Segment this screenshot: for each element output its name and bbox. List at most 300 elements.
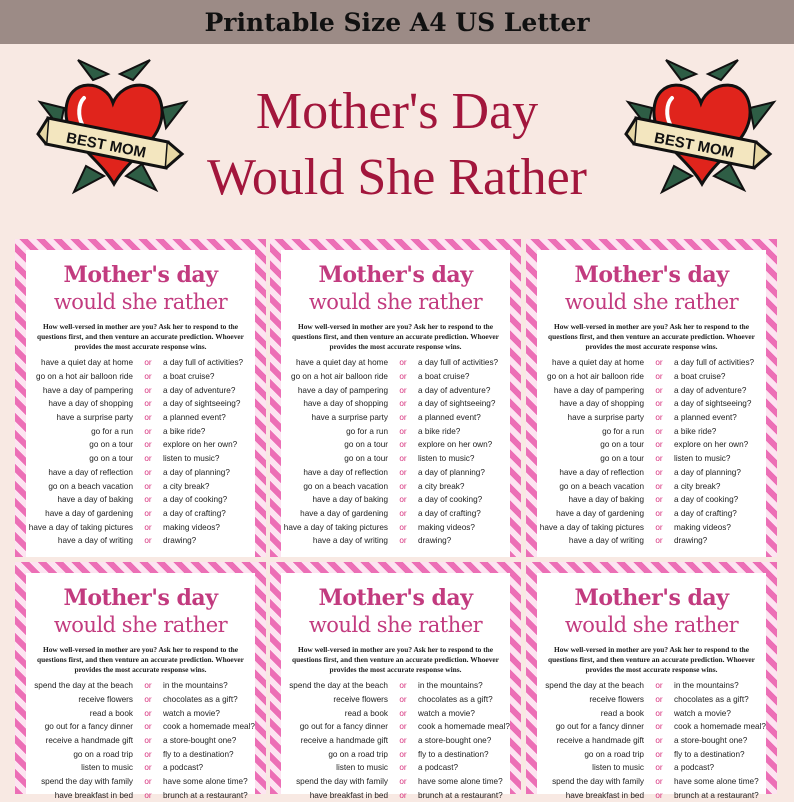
or-label: or [133, 413, 163, 422]
question-row [537, 356, 766, 370]
option-right: a boat cruise? [674, 372, 766, 381]
option-right: a day of sightseeing? [163, 399, 255, 408]
or-label: or [388, 536, 418, 545]
option-right: brunch at a restaurant? [163, 791, 255, 800]
question-row [281, 452, 510, 466]
option-right: explore on her own? [163, 440, 255, 449]
option-left: go on a beach vacation [537, 482, 644, 491]
or-label: or [133, 750, 163, 759]
question-row [281, 397, 510, 411]
option-right: have some alone time? [418, 777, 510, 786]
option-left: receive flowers [537, 695, 644, 704]
or-label: or [644, 427, 674, 436]
option-left: receive a handmade gift [26, 736, 133, 745]
option-left: have a surprise party [26, 413, 133, 422]
option-right: a store-bought one? [674, 736, 766, 745]
question-row [26, 424, 255, 438]
or-label: or [644, 709, 674, 718]
card-intro: How well-versed in mother are you? Ask her to respond to the questions first, and then venture an accurate prediction. Whoever provides the most accurate response wins. [32, 645, 249, 675]
or-label: or [388, 440, 418, 449]
question-row [26, 356, 255, 370]
option-right: a planned event? [163, 413, 255, 422]
option-left: go on a tour [281, 454, 388, 463]
or-label: or [133, 523, 163, 532]
or-label: or [388, 454, 418, 463]
question-row [537, 507, 766, 521]
option-right: a store-bought one? [163, 736, 255, 745]
option-left: have a quiet day at home [26, 358, 133, 367]
option-right: cook a homemade meal? [674, 722, 766, 731]
option-left: have a surprise party [537, 413, 644, 422]
option-left: go on a hot air balloon ride [26, 372, 133, 381]
option-right: a bike ride? [163, 427, 255, 436]
option-right: a day of crafting? [418, 509, 510, 518]
emblem-banner-text: BEST MOM [65, 129, 148, 161]
question-row [281, 507, 510, 521]
question-row [26, 507, 255, 521]
or-label: or [644, 722, 674, 731]
or-label: or [133, 509, 163, 518]
question-row [281, 479, 510, 493]
option-right: have some alone time? [674, 777, 766, 786]
or-label: or [388, 709, 418, 718]
or-label: or [388, 386, 418, 395]
or-label: or [388, 750, 418, 759]
or-label: or [133, 695, 163, 704]
question-row [537, 747, 766, 761]
question-row [537, 479, 766, 493]
option-left: go on a tour [26, 454, 133, 463]
question-row [26, 720, 255, 734]
question-row [537, 734, 766, 748]
question-row [537, 397, 766, 411]
question-row [26, 761, 255, 775]
option-left: read a book [281, 709, 388, 718]
option-left: read a book [537, 709, 644, 718]
or-label: or [388, 482, 418, 491]
option-left: have a day of shopping [26, 399, 133, 408]
or-label: or [133, 681, 163, 690]
question-row [26, 534, 255, 548]
option-left: go on a road trip [537, 750, 644, 759]
question-row [537, 775, 766, 789]
option-right: a day of sightseeing? [674, 399, 766, 408]
question-row [26, 747, 255, 761]
option-left: receive a handmade gift [537, 736, 644, 745]
card-title: Mother's day [281, 585, 510, 611]
option-left: spend the day at the beach [26, 681, 133, 690]
or-label: or [133, 386, 163, 395]
option-right: a podcast? [163, 763, 255, 772]
question-row [281, 438, 510, 452]
question-row [537, 706, 766, 720]
question-row [537, 411, 766, 425]
option-left: go on a tour [537, 454, 644, 463]
or-label: or [133, 482, 163, 491]
or-label: or [133, 736, 163, 745]
option-right: drawing? [674, 536, 766, 545]
question-row [26, 493, 255, 507]
option-right: explore on her own? [418, 440, 510, 449]
option-right: a planned event? [674, 413, 766, 422]
option-left: spend the day at the beach [281, 681, 388, 690]
option-right: brunch at a restaurant? [418, 791, 510, 800]
question-row [281, 734, 510, 748]
question-row [26, 775, 255, 789]
question-row [281, 534, 510, 548]
heart-emblem-right-icon [626, 58, 776, 198]
option-left: listen to music [537, 763, 644, 772]
card-content [281, 573, 510, 794]
option-left: have breakfast in bed [26, 791, 133, 800]
option-right: fly to a destination? [163, 750, 255, 759]
or-label: or [644, 736, 674, 745]
question-row [281, 493, 510, 507]
option-left: have a quiet day at home [537, 358, 644, 367]
option-right: making videos? [418, 523, 510, 532]
option-right: a city break? [163, 482, 255, 491]
option-left: receive a handmade gift [281, 736, 388, 745]
or-label: or [644, 763, 674, 772]
or-label: or [133, 468, 163, 477]
or-label: or [133, 372, 163, 381]
option-right: a day of adventure? [163, 386, 255, 395]
card-intro: How well-versed in mother are you? Ask her to respond to the questions first, and then venture an accurate prediction. Whoever provides the most accurate response wins. [543, 645, 760, 675]
question-row [537, 679, 766, 693]
or-label: or [644, 399, 674, 408]
option-left: go out for a fancy dinner [281, 722, 388, 731]
question-row [537, 789, 766, 802]
or-label: or [644, 750, 674, 759]
card-content [537, 250, 766, 557]
option-right: brunch at a restaurant? [674, 791, 766, 800]
option-left: have breakfast in bed [281, 791, 388, 800]
option-left: receive flowers [26, 695, 133, 704]
option-left: spend the day with family [537, 777, 644, 786]
option-left: spend the day at the beach [537, 681, 644, 690]
option-right: watch a movie? [418, 709, 510, 718]
option-right: a city break? [418, 482, 510, 491]
option-left: have a day of writing [26, 536, 133, 545]
question-row [281, 706, 510, 720]
or-label: or [388, 722, 418, 731]
banner-text: Printable Size A4 US Letter [204, 8, 589, 37]
option-left: have a day of pampering [26, 386, 133, 395]
option-right: drawing? [163, 536, 255, 545]
question-row [281, 411, 510, 425]
option-left: have a day of taking pictures [281, 523, 388, 532]
option-right: a day of planning? [163, 468, 255, 477]
option-right: chocolates as a gift? [674, 695, 766, 704]
option-left: have a day of shopping [281, 399, 388, 408]
question-row [26, 466, 255, 480]
option-left: go out for a fancy dinner [537, 722, 644, 731]
question-row [281, 383, 510, 397]
option-left: go out for a fancy dinner [26, 722, 133, 731]
option-right: a city break? [674, 482, 766, 491]
option-left: have a day of gardening [26, 509, 133, 518]
option-right: a day of planning? [674, 468, 766, 477]
option-left: have a day of reflection [537, 468, 644, 477]
question-row [281, 679, 510, 693]
option-left: have a day of shopping [537, 399, 644, 408]
question-row [26, 438, 255, 452]
question-row [26, 520, 255, 534]
card-title: Mother's day [537, 585, 766, 611]
option-left: read a book [26, 709, 133, 718]
main-title-line2: Would She Rather [150, 152, 644, 204]
question-row [537, 438, 766, 452]
option-right: a boat cruise? [418, 372, 510, 381]
option-right: cook a homemade meal? [418, 722, 510, 731]
card-5 [270, 562, 521, 794]
option-right: a planned event? [418, 413, 510, 422]
option-right: making videos? [674, 523, 766, 532]
card-title: Mother's day [281, 262, 510, 288]
question-row [26, 679, 255, 693]
option-left: go for a run [26, 427, 133, 436]
card-subtitle: would she rather [281, 290, 510, 314]
or-label: or [644, 791, 674, 800]
question-row [26, 479, 255, 493]
card-subtitle: would she rather [537, 290, 766, 314]
option-left: go on a hot air balloon ride [537, 372, 644, 381]
or-label: or [388, 777, 418, 786]
card-intro: How well-versed in mother are you? Ask her to respond to the questions first, and then venture an accurate prediction. Whoever provides the most accurate response wins. [287, 645, 504, 675]
top-banner [0, 0, 794, 44]
option-left: have a day of taking pictures [537, 523, 644, 532]
or-label: or [644, 413, 674, 422]
question-row [26, 383, 255, 397]
card-subtitle: would she rather [281, 613, 510, 637]
option-right: a day of cooking? [674, 495, 766, 504]
question-row [26, 789, 255, 802]
or-label: or [644, 482, 674, 491]
option-right: a day of cooking? [418, 495, 510, 504]
option-left: go on a beach vacation [26, 482, 133, 491]
or-label: or [644, 358, 674, 367]
question-row [281, 370, 510, 384]
or-label: or [644, 695, 674, 704]
option-left: have a day of reflection [281, 468, 388, 477]
card-2 [270, 239, 521, 557]
or-label: or [388, 495, 418, 504]
option-left: have a day of baking [26, 495, 133, 504]
option-right: listen to music? [163, 454, 255, 463]
card-title: Mother's day [537, 262, 766, 288]
option-right: chocolates as a gift? [418, 695, 510, 704]
option-right: listen to music? [418, 454, 510, 463]
card-content [26, 250, 255, 557]
question-row [281, 789, 510, 802]
card-6 [526, 562, 777, 794]
or-label: or [388, 791, 418, 800]
card-4 [15, 562, 266, 794]
option-left: have a day of taking pictures [26, 523, 133, 532]
or-label: or [133, 399, 163, 408]
option-right: a day full of activities? [418, 358, 510, 367]
option-right: a podcast? [674, 763, 766, 772]
option-right: a day of adventure? [674, 386, 766, 395]
option-left: go on a hot air balloon ride [281, 372, 388, 381]
option-left: go on a road trip [26, 750, 133, 759]
card-subtitle: would she rather [537, 613, 766, 637]
option-right: in the mountains? [163, 681, 255, 690]
or-label: or [133, 777, 163, 786]
option-left: go for a run [537, 427, 644, 436]
option-right: a day of planning? [418, 468, 510, 477]
or-label: or [133, 709, 163, 718]
question-row [537, 424, 766, 438]
or-label: or [133, 440, 163, 449]
or-label: or [388, 509, 418, 518]
or-label: or [644, 495, 674, 504]
or-label: or [388, 681, 418, 690]
option-left: have a day of reflection [26, 468, 133, 477]
or-label: or [133, 427, 163, 436]
question-row [281, 356, 510, 370]
or-label: or [644, 523, 674, 532]
card-intro: How well-versed in mother are you? Ask her to respond to the questions first, and then venture an accurate prediction. Whoever provides the most accurate response wins. [287, 322, 504, 352]
option-left: have a day of gardening [537, 509, 644, 518]
card-content [537, 573, 766, 794]
option-right: chocolates as a gift? [163, 695, 255, 704]
or-label: or [133, 495, 163, 504]
or-label: or [133, 454, 163, 463]
question-row [281, 520, 510, 534]
card-1 [15, 239, 266, 557]
option-left: receive flowers [281, 695, 388, 704]
option-right: watch a movie? [674, 709, 766, 718]
option-left: listen to music [281, 763, 388, 772]
or-label: or [644, 777, 674, 786]
option-left: go for a run [281, 427, 388, 436]
card-subtitle: would she rather [26, 290, 255, 314]
option-right: a day of crafting? [163, 509, 255, 518]
question-row [281, 775, 510, 789]
option-right: drawing? [418, 536, 510, 545]
option-right: fly to a destination? [674, 750, 766, 759]
question-row [537, 761, 766, 775]
question-row [537, 383, 766, 397]
option-left: have a day of baking [281, 495, 388, 504]
option-right: a bike ride? [418, 427, 510, 436]
option-left: go on a tour [26, 440, 133, 449]
or-label: or [644, 372, 674, 381]
or-label: or [388, 399, 418, 408]
option-right: in the mountains? [674, 681, 766, 690]
option-right: a podcast? [418, 763, 510, 772]
option-left: go on a tour [537, 440, 644, 449]
card-content [281, 250, 510, 557]
or-label: or [644, 386, 674, 395]
option-left: have a day of writing [281, 536, 388, 545]
option-right: a day full of activities? [163, 358, 255, 367]
question-row [26, 411, 255, 425]
emblem-banner-text: BEST MOM [653, 129, 736, 161]
or-label: or [388, 763, 418, 772]
option-left: spend the day with family [26, 777, 133, 786]
card-3 [526, 239, 777, 557]
or-label: or [388, 358, 418, 367]
option-right: a boat cruise? [163, 372, 255, 381]
or-label: or [133, 791, 163, 800]
or-label: or [133, 358, 163, 367]
question-row [537, 534, 766, 548]
option-right: listen to music? [674, 454, 766, 463]
option-left: have a quiet day at home [281, 358, 388, 367]
option-left: have a day of writing [537, 536, 644, 545]
option-right: a store-bought one? [418, 736, 510, 745]
or-label: or [644, 454, 674, 463]
question-row [537, 693, 766, 707]
option-left: go on a beach vacation [281, 482, 388, 491]
option-right: a day of crafting? [674, 509, 766, 518]
question-row [26, 734, 255, 748]
or-label: or [388, 427, 418, 436]
or-label: or [644, 468, 674, 477]
or-label: or [388, 736, 418, 745]
or-label: or [644, 536, 674, 545]
or-label: or [644, 509, 674, 518]
option-right: a day of sightseeing? [418, 399, 510, 408]
question-row [26, 706, 255, 720]
or-label: or [133, 763, 163, 772]
option-left: have a day of pampering [537, 386, 644, 395]
question-row [281, 466, 510, 480]
or-label: or [133, 722, 163, 731]
card-title: Mother's day [26, 585, 255, 611]
or-label: or [388, 695, 418, 704]
or-label: or [388, 468, 418, 477]
option-left: go on a road trip [281, 750, 388, 759]
option-right: explore on her own? [674, 440, 766, 449]
question-row [537, 720, 766, 734]
question-row [537, 520, 766, 534]
or-label: or [644, 681, 674, 690]
option-right: fly to a destination? [418, 750, 510, 759]
question-row [537, 493, 766, 507]
or-label: or [388, 523, 418, 532]
question-row [26, 452, 255, 466]
option-right: making videos? [163, 523, 255, 532]
main-title-line1: Mother's Day [150, 86, 644, 138]
option-right: watch a movie? [163, 709, 255, 718]
option-right: a day of cooking? [163, 495, 255, 504]
question-row [281, 720, 510, 734]
option-left: have breakfast in bed [537, 791, 644, 800]
question-row [281, 693, 510, 707]
option-right: cook a homemade meal? [163, 722, 255, 731]
option-left: have a surprise party [281, 413, 388, 422]
option-left: go on a tour [281, 440, 388, 449]
question-row [281, 747, 510, 761]
or-label: or [133, 536, 163, 545]
option-left: have a day of gardening [281, 509, 388, 518]
option-right: in the mountains? [418, 681, 510, 690]
card-title: Mother's day [26, 262, 255, 288]
or-label: or [644, 440, 674, 449]
card-content [26, 573, 255, 794]
option-left: listen to music [26, 763, 133, 772]
option-right: a day of adventure? [418, 386, 510, 395]
card-subtitle: would she rather [26, 613, 255, 637]
option-right: a day full of activities? [674, 358, 766, 367]
option-left: have a day of baking [537, 495, 644, 504]
or-label: or [388, 413, 418, 422]
option-right: have some alone time? [163, 777, 255, 786]
question-row [537, 452, 766, 466]
